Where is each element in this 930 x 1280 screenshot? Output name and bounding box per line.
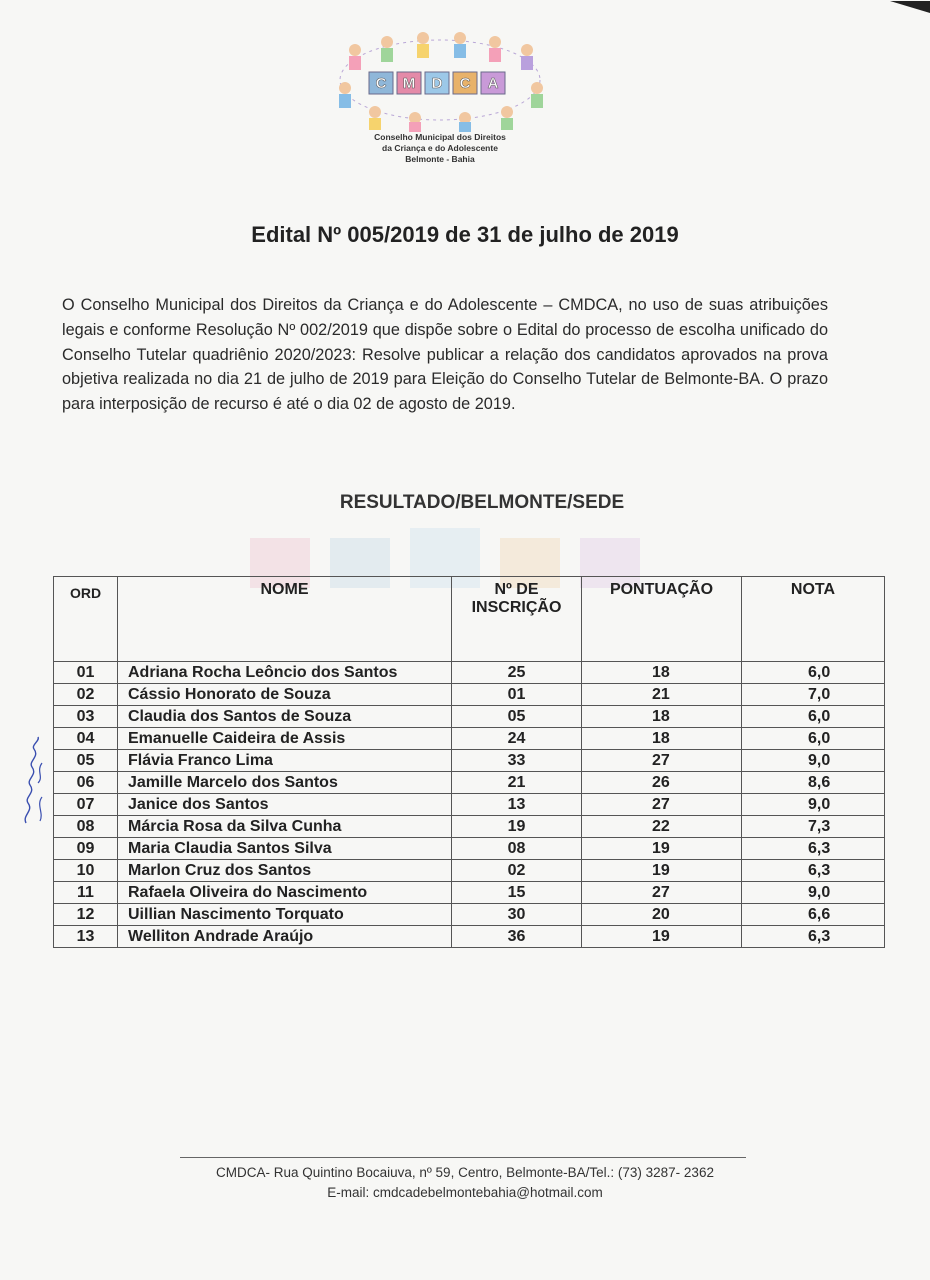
cell-ord: 07 xyxy=(54,794,118,816)
cell-nome: Flávia Franco Lima xyxy=(118,750,452,772)
cell-pontuacao xyxy=(582,662,742,684)
cell-nome: Jamille Marcelo dos Santos xyxy=(118,772,452,794)
cell-pontuacao-value: 27 xyxy=(652,884,670,901)
cell-nota xyxy=(742,772,885,794)
header-nome: NOME xyxy=(118,577,452,662)
cell-pontuacao-value: 27 xyxy=(652,752,670,769)
cell-ord: 04 xyxy=(54,728,118,750)
cell-nota-value: 6,3 xyxy=(808,928,831,945)
cell-inscricao: 02 xyxy=(452,860,582,882)
cell-pontuacao xyxy=(582,750,742,772)
cell-nota xyxy=(742,662,885,684)
cell-inscricao: 36 xyxy=(452,926,582,948)
cell-inscricao: 25 xyxy=(452,662,582,684)
logo-letter: A xyxy=(487,75,499,92)
header-ord: ORD xyxy=(54,577,118,662)
table-row xyxy=(54,684,885,706)
cell-nota-value: 6,3 xyxy=(808,840,831,857)
cell-nota xyxy=(742,750,885,772)
cell-pontuacao xyxy=(582,838,742,860)
cell-nota xyxy=(742,706,885,728)
cell-nota-value: 7,3 xyxy=(808,818,831,835)
table-row xyxy=(54,882,885,904)
cell-ord: 02 xyxy=(54,684,118,706)
cell-nota-value: 6,3 xyxy=(808,862,831,879)
cell-ord: 01 xyxy=(54,662,118,684)
footer-divider xyxy=(180,1157,746,1158)
cell-pontuacao-value: 21 xyxy=(652,686,670,703)
cell-pontuacao-value: 27 xyxy=(652,796,670,813)
organization-name xyxy=(325,132,555,165)
header-nota: NOTA xyxy=(742,577,885,662)
cell-nome: Claudia dos Santos de Souza xyxy=(118,706,452,728)
cell-pontuacao-value: 18 xyxy=(652,664,670,681)
cell-nota xyxy=(742,926,885,948)
header-inscricao-line-2: INSCRIÇÃO xyxy=(471,599,562,616)
header-inscricao xyxy=(452,577,582,662)
logo-letter: C xyxy=(375,75,387,92)
cell-ord: 03 xyxy=(54,706,118,728)
cell-pontuacao xyxy=(582,772,742,794)
cell-nota-value: 9,0 xyxy=(808,796,831,813)
cell-nome: Janice dos Santos xyxy=(118,794,452,816)
cell-nota xyxy=(742,904,885,926)
table-row xyxy=(54,816,885,838)
logo-letter: D xyxy=(431,75,443,92)
cell-nota-value: 8,6 xyxy=(808,774,831,791)
cell-nota xyxy=(742,684,885,706)
scan-corner xyxy=(890,0,930,12)
cell-nota-value: 6,0 xyxy=(808,730,831,747)
cell-pontuacao xyxy=(582,816,742,838)
cell-pontuacao-value: 19 xyxy=(652,840,670,857)
table-row xyxy=(54,772,885,794)
cell-nome: Maria Claudia Santos Silva xyxy=(118,838,452,860)
cell-pontuacao-value: 20 xyxy=(652,906,670,923)
footer-address: CMDCA- Rua Quintino Bocaiuva, nº 59, Centro, Belmonte-BA/Tel.: (73) 3287- 2362 xyxy=(216,1165,714,1180)
table-row xyxy=(54,794,885,816)
cell-pontuacao-value: 19 xyxy=(652,862,670,879)
intro-paragraph: O Conselho Municipal dos Direitos da Criança e do Adolescente – CMDCA, no uso de suas atribuições legais e conforme Resolução Nº 002/2019 que dispõe sobre o Edital do processo de escolha unificado do Conselho Tutelar quadriênio 2020/2023: Resolve publicar a relação dos candidatos aprovados na prova objetiva realizada no dia 21 de julho de 2019 para Eleição do Conselho Tutelar de Belmonte-BA. O prazo para interposição de recurso é até o dia 02 de agosto de 2019. xyxy=(62,296,828,414)
footer-email: E-mail: cmdcadebelmontebahia@hotmail.com xyxy=(327,1185,603,1200)
organization-line-3: Belmonte - Bahia xyxy=(405,154,475,164)
cell-inscricao: 13 xyxy=(452,794,582,816)
handwritten-signature xyxy=(18,735,48,825)
cell-pontuacao-value: 18 xyxy=(652,730,670,747)
cell-nome: Rafaela Oliveira do Nascimento xyxy=(118,882,452,904)
cell-ord: 08 xyxy=(54,816,118,838)
cell-inscricao: 19 xyxy=(452,816,582,838)
organization-line-2: da Criança e do Adolescente xyxy=(382,143,498,153)
cell-nome: Marlon Cruz dos Santos xyxy=(118,860,452,882)
cell-nota xyxy=(742,838,885,860)
table-header-row xyxy=(54,577,885,662)
cell-nota xyxy=(742,728,885,750)
logo-letter: M xyxy=(402,75,416,92)
cell-ord: 12 xyxy=(54,904,118,926)
header-inscricao-line-1: Nº DE xyxy=(494,581,539,598)
cell-nota xyxy=(742,816,885,838)
cell-inscricao: 30 xyxy=(452,904,582,926)
cell-ord: 11 xyxy=(54,882,118,904)
cell-pontuacao xyxy=(582,882,742,904)
organization-line-1: Conselho Municipal dos Direitos xyxy=(374,132,506,142)
table-row xyxy=(54,728,885,750)
cell-inscricao: 21 xyxy=(452,772,582,794)
cell-ord: 05 xyxy=(54,750,118,772)
cell-pontuacao xyxy=(582,860,742,882)
results-table xyxy=(53,576,885,948)
table-row xyxy=(54,860,885,882)
logo-children-graphic xyxy=(325,28,555,132)
cell-inscricao: 05 xyxy=(452,706,582,728)
cell-pontuacao-value: 26 xyxy=(652,774,670,791)
cell-nota xyxy=(742,860,885,882)
cell-nota xyxy=(742,794,885,816)
cell-ord: 06 xyxy=(54,772,118,794)
cell-inscricao: 15 xyxy=(452,882,582,904)
cell-pontuacao-value: 19 xyxy=(652,928,670,945)
section-title: RESULTADO/BELMONTE/SEDE xyxy=(339,492,625,513)
cell-nota-value: 6,6 xyxy=(808,906,831,923)
table-row xyxy=(54,838,885,860)
cell-inscricao: 08 xyxy=(452,838,582,860)
cell-ord: 09 xyxy=(54,838,118,860)
cell-pontuacao xyxy=(582,904,742,926)
header-pontuacao: PONTUAÇÃO xyxy=(582,577,742,662)
cell-pontuacao xyxy=(582,706,742,728)
table-row xyxy=(54,662,885,684)
cell-pontuacao xyxy=(582,926,742,948)
footer xyxy=(0,1163,930,1203)
cell-nome: Márcia Rosa da Silva Cunha xyxy=(118,816,452,838)
results-table-body xyxy=(54,662,885,948)
table-row xyxy=(54,904,885,926)
cell-nota-value: 6,0 xyxy=(808,664,831,681)
table-row xyxy=(54,706,885,728)
cell-pontuacao-value: 18 xyxy=(652,708,670,725)
cell-nome: Adriana Rocha Leôncio dos Santos xyxy=(118,662,452,684)
cell-nota-value: 6,0 xyxy=(808,708,831,725)
table-row xyxy=(54,926,885,948)
cmdca-logo xyxy=(325,28,555,168)
cell-ord: 10 xyxy=(54,860,118,882)
cell-nota xyxy=(742,882,885,904)
cell-inscricao: 01 xyxy=(452,684,582,706)
cell-inscricao: 24 xyxy=(452,728,582,750)
cell-pontuacao xyxy=(582,728,742,750)
document-title: Edital Nº 005/2019 de 31 de julho de 2019 xyxy=(251,222,679,247)
cell-nota-value: 9,0 xyxy=(808,884,831,901)
cell-nome: Emanuelle Caideira de Assis xyxy=(118,728,452,750)
logo-letter: C xyxy=(459,75,471,92)
cell-nota-value: 7,0 xyxy=(808,686,831,703)
cell-nome: Cássio Honorato de Souza xyxy=(118,684,452,706)
cell-pontuacao-value: 22 xyxy=(652,818,670,835)
cell-nota-value: 9,0 xyxy=(808,752,831,769)
cell-inscricao: 33 xyxy=(452,750,582,772)
cell-pontuacao xyxy=(582,794,742,816)
cell-pontuacao xyxy=(582,684,742,706)
cell-nome: Welliton Andrade Araújo xyxy=(118,926,452,948)
cell-nome: Uillian Nascimento Torquato xyxy=(118,904,452,926)
cell-ord: 13 xyxy=(54,926,118,948)
table-row xyxy=(54,750,885,772)
